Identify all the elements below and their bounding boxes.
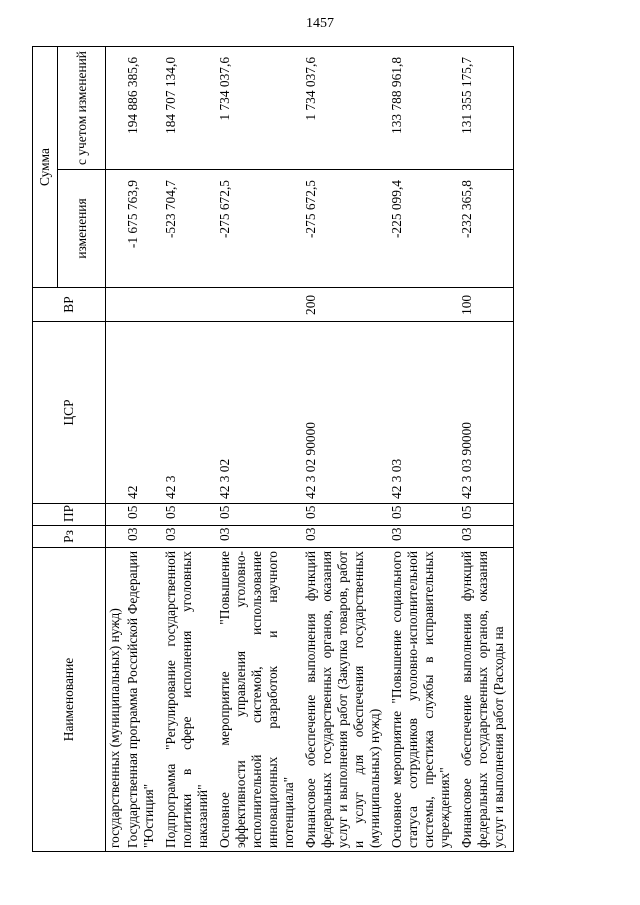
table-cell-total: 131 355 175,7 — [459, 46, 514, 169]
table-cell-name: Финансовое обеспечение выполнения функций федеральных государственных органов, оказания услуг и выполнения работ (Закупка товаров, работ и услуг для обеспечения государственных (муниципальных) нужд) — [303, 548, 389, 852]
table-cell-rz: 03 — [125, 526, 163, 548]
table-cell-rz: 03 — [163, 526, 217, 548]
table-cell-csr: 42 3 02 — [217, 322, 303, 504]
table-cell-pr: 05 — [217, 504, 303, 526]
header-name: Наименование — [33, 548, 106, 852]
table-cell-rz: 03 — [459, 526, 514, 548]
header-pr: ПР — [33, 504, 106, 526]
table-cell-vr — [106, 288, 126, 322]
table-cell-name: Подпрограмма "Регулирование государственной политики в сфере исполнения уголовных наказаний" — [163, 548, 217, 852]
table-cell-csr: 42 3 03 — [389, 322, 459, 504]
table-cell-pr: 05 — [303, 504, 389, 526]
table-cell-vr: 100 — [459, 288, 514, 322]
table-cell-vr — [389, 288, 459, 322]
table-cell-pr: 05 — [459, 504, 514, 526]
table-cell-csr: 42 3 02 90000 — [303, 322, 389, 504]
table-cell-name: государственных (муниципальных) нужд) — [106, 548, 126, 852]
table-cell-rz: 03 — [217, 526, 303, 548]
table-cell-change — [106, 170, 126, 288]
table-row — [217, 46, 303, 851]
budget-table-sheet — [32, 47, 552, 852]
header-rz: Рз — [33, 526, 106, 548]
table-row — [459, 46, 514, 851]
table-cell-name: Финансовое обеспечение выполнения функций федеральных государственных органов, оказания услуг и выполнения работ (Расходы на — [459, 548, 514, 852]
table-cell-change: -275 672,5 — [217, 170, 303, 288]
table-cell-total: 184 707 134,0 — [163, 46, 217, 169]
table-cell-pr: 05 — [163, 504, 217, 526]
page-number: 1457 — [306, 16, 334, 31]
table-cell-change: -523 704,7 — [163, 170, 217, 288]
table-cell-vr: 200 — [303, 288, 389, 322]
table-cell-rz: 03 — [303, 526, 389, 548]
header-vr: ВР — [33, 288, 106, 322]
table-cell-csr: 42 — [125, 322, 163, 504]
budget-table — [32, 46, 514, 852]
table-cell-change: -275 672,5 — [303, 170, 389, 288]
table-cell-total: 1 734 037,6 — [217, 46, 303, 169]
table-cell-vr — [163, 288, 217, 322]
table-cell-change: -225 099,4 — [389, 170, 459, 288]
header-changes: изменения — [58, 170, 106, 288]
table-cell-rz: 03 — [389, 526, 459, 548]
table-cell-vr — [217, 288, 303, 322]
table-cell-csr: 42 3 — [163, 322, 217, 504]
table-cell-csr: 42 3 03 90000 — [459, 322, 514, 504]
table-cell-name: Государственная программа Российской Федерации "Юстиция" — [125, 548, 163, 852]
table-cell-total: 194 886 385,6 — [125, 46, 163, 169]
table-cell-csr — [106, 322, 126, 504]
table-cell-total: 1 734 037,6 — [303, 46, 389, 169]
table-cell-total: 133 788 961,8 — [389, 46, 459, 169]
table-cell-pr — [106, 504, 126, 526]
table-row — [303, 46, 389, 851]
table-cell-total — [106, 46, 126, 169]
table-row — [106, 46, 126, 851]
table-cell-name: Основное мероприятие "Повышение социального статуса сотрудников уголовно-исполнительной системы, престижа службы в исправительных учреждениях" — [389, 548, 459, 852]
table-cell-vr — [125, 288, 163, 322]
table-header — [33, 46, 106, 851]
table-cell-pr: 05 — [389, 504, 459, 526]
header-sum: Сумма — [33, 46, 58, 287]
table-row — [389, 46, 459, 851]
table-body — [106, 46, 514, 851]
table-cell-pr: 05 — [125, 504, 163, 526]
header-csr: ЦСР — [33, 322, 106, 504]
table-cell-rz — [106, 526, 126, 548]
table-row — [163, 46, 217, 851]
table-cell-name: Основное мероприятие "Повышение эффективности управления уголовно-исполнительной системой, использование инновационных разработок и научного потенциала" — [217, 548, 303, 852]
table-row — [125, 46, 163, 851]
table-cell-change: -232 365,8 — [459, 170, 514, 288]
header-with-changes: с учетом изменений — [58, 46, 106, 169]
table-cell-change: -1 675 763,9 — [125, 170, 163, 288]
